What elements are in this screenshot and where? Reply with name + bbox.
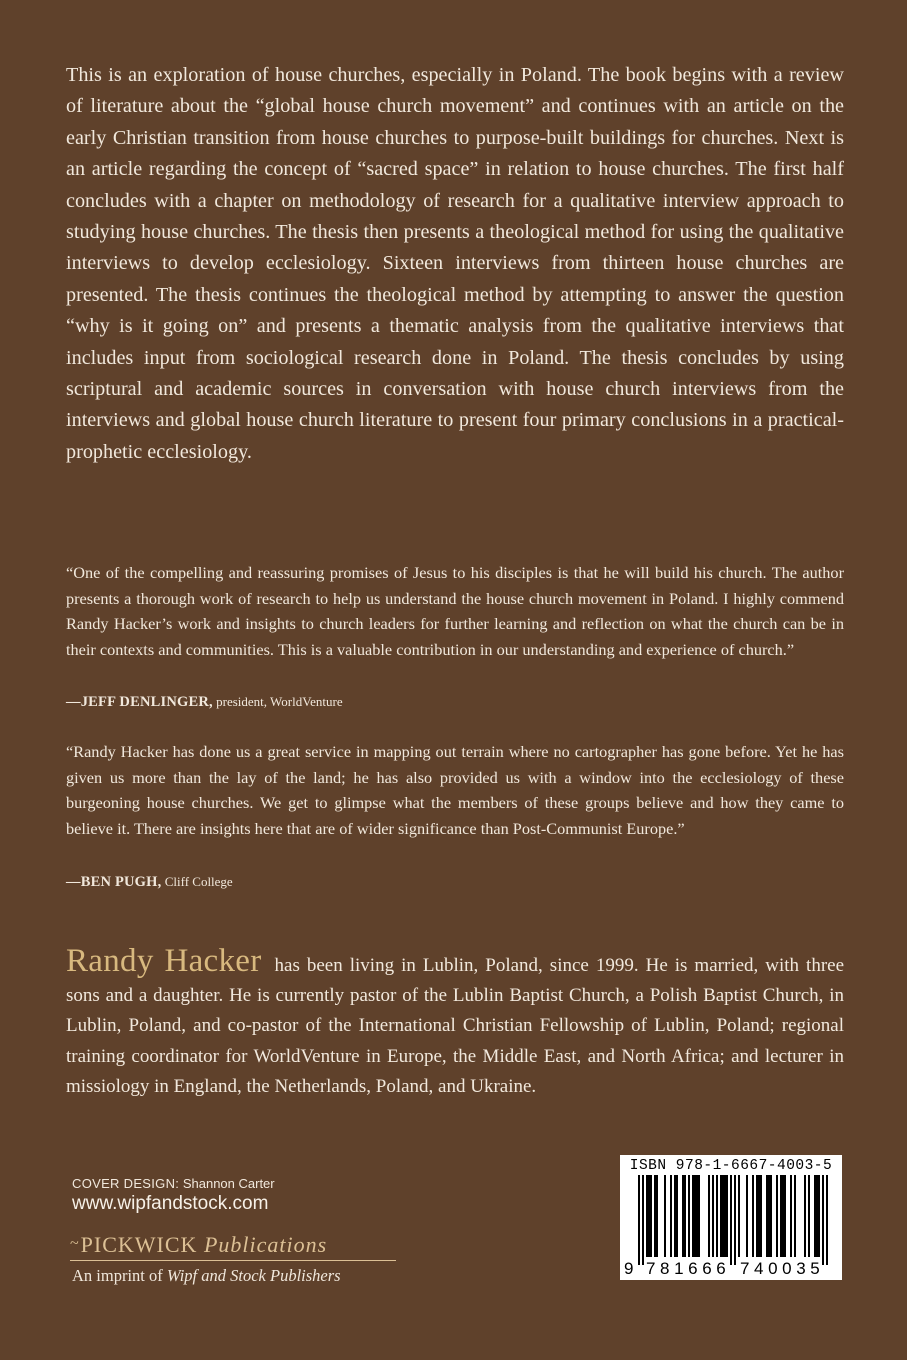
barcode-bar bbox=[784, 1175, 786, 1257]
endorser-role: Cliff College bbox=[164, 874, 233, 889]
endorser-name: —JEFF DENLINGER, bbox=[66, 694, 213, 710]
barcode-bar bbox=[752, 1175, 754, 1257]
barcode-bar bbox=[664, 1175, 666, 1257]
cover-design-credit bbox=[72, 1176, 275, 1191]
author-name: Randy Hacker bbox=[66, 943, 262, 979]
isbn-label: ISBN 978-1-6667-4003-5 bbox=[629, 1158, 833, 1174]
barcode-bar bbox=[822, 1175, 824, 1265]
barcode-bar bbox=[794, 1175, 796, 1257]
barcode-bar bbox=[780, 1175, 782, 1257]
barcode-bar bbox=[814, 1175, 816, 1257]
barcode-bar bbox=[760, 1175, 762, 1257]
barcode-bar bbox=[804, 1175, 806, 1257]
barcode-bar bbox=[782, 1175, 784, 1257]
endorser-name: —BEN PUGH, bbox=[66, 874, 162, 890]
barcode-bar bbox=[698, 1175, 700, 1257]
barcode-digits-right: 740035 bbox=[740, 1259, 825, 1278]
barcode-bar bbox=[654, 1175, 656, 1257]
imprint-prefix: An imprint of bbox=[72, 1266, 163, 1285]
barcode-bar bbox=[638, 1175, 640, 1265]
endorsement-attribution bbox=[66, 873, 233, 891]
cover-designer-name: Shannon Carter bbox=[182, 1176, 275, 1191]
barcode-bar bbox=[766, 1175, 768, 1257]
barcode-bar bbox=[656, 1175, 658, 1257]
isbn-barcode bbox=[620, 1155, 842, 1280]
barcode-bar bbox=[682, 1175, 684, 1257]
barcode-bar bbox=[692, 1175, 694, 1257]
blurb-paragraph: This is an exploration of house churches, especially in Poland. The book begins with a review of literature about the “global house church movement” and continues with an article on the early Christian transition from house churches to purpose-built buildings for churches. Next is an article regarding the concept of “sacred space” in relation to house churches. The first half concludes with a chapter on methodology of research for a qualitative interview approach to studying house churches. The thesis then presents a theological method for using the qualitative interviews to develop ecclesiology. Sixteen interviews from thirteen house churches are presented. The thesis continues the theological method by attempting to answer the question “why is it going on” and presents a thematic analysis from the qualitative interviews that includes input from sociological research done in Poland. The thesis concludes by using scriptural and academic sources in conversation with house church interviews from the interviews and global house church literature to present four primary conclusions in a practical-prophetic ecclesiology. bbox=[66, 64, 844, 463]
barcode-bar bbox=[726, 1175, 728, 1257]
barcode-bar bbox=[758, 1175, 760, 1257]
barcode-bar bbox=[720, 1175, 722, 1257]
barcode-bar bbox=[816, 1175, 818, 1257]
barcode-bar bbox=[646, 1175, 648, 1257]
barcode-bar bbox=[790, 1175, 792, 1257]
endorsement-quote: “Randy Hacker has done us a great service in mapping out terrain where no cartographer has gone before. Yet he has given us more than the lay of the land; he has also provided us with a window into the ecclesiology of these burgeoning house churches. We get to glimpse what the members of these groups believe and how they came to believe it. There are insights here that are of wider significance than Post-Communist Europe.” bbox=[66, 742, 844, 838]
imprint-publisher: Wipf and Stock Publishers bbox=[166, 1266, 341, 1285]
imprint-line bbox=[72, 1266, 341, 1286]
barcode-bar bbox=[676, 1175, 678, 1257]
barcode-bar bbox=[716, 1175, 718, 1257]
barcode-bar bbox=[712, 1175, 714, 1257]
barcode-digit-lead: 9 bbox=[624, 1259, 634, 1278]
barcode-bar bbox=[648, 1175, 650, 1257]
barcode-digits-left: 781666 bbox=[646, 1259, 731, 1278]
barcode-bar bbox=[746, 1175, 748, 1257]
endorser-role: president, WorldVenture bbox=[216, 694, 343, 709]
barcode-bar bbox=[642, 1175, 644, 1265]
publisher-logo bbox=[70, 1232, 327, 1258]
publisher-swirl-icon: ~ bbox=[70, 1235, 80, 1252]
endorsement-attribution bbox=[66, 693, 343, 711]
cover-design-label: COVER DESIGN: bbox=[72, 1176, 180, 1191]
barcode-bar bbox=[694, 1175, 696, 1257]
publisher-suffix: Publications bbox=[203, 1232, 328, 1257]
barcode-bar bbox=[808, 1175, 810, 1257]
author-bio-text: has been living in Lublin, Poland, since 1999. He is married, with three sons and a daughter. He is currently pastor of the Lublin Baptist Church, a Polish Baptist Church, in Lublin, Poland, and co-pastor of the International Christian Fellowship of Lublin, Poland; regional training coordinator for WorldVenture in Europe, the Middle East, and North Africa; and lecturer in missiology in England, the Netherlands, Poland, and Ukraine. bbox=[66, 955, 845, 1097]
barcode-bar bbox=[670, 1175, 672, 1257]
publisher-name: PICKWICK bbox=[80, 1232, 198, 1257]
barcode-bar bbox=[768, 1175, 770, 1257]
barcode-bar bbox=[776, 1175, 778, 1257]
barcode-bar bbox=[770, 1175, 772, 1257]
barcode-bar bbox=[756, 1175, 758, 1257]
barcode-bar bbox=[708, 1175, 710, 1257]
barcode-bar bbox=[730, 1175, 732, 1265]
endorsement-quote: “One of the compelling and reassuring promises of Jesus to his disciples is that he will build his church. The author presents a thorough work of research to help us understand the house church movement in Poland. I highly commend Randy Hacker’s work and insights to church leaders for further learning and reflection on what the church can be in their contexts and communities. This is a valuable contribution in our understanding and experience of church.” bbox=[66, 563, 844, 659]
barcode-bar bbox=[818, 1175, 820, 1257]
publisher-divider bbox=[70, 1260, 396, 1261]
barcode-bar bbox=[722, 1175, 724, 1257]
barcode-bar bbox=[734, 1175, 736, 1265]
barcode-bar bbox=[696, 1175, 698, 1257]
barcode-bar bbox=[650, 1175, 652, 1257]
barcode-bar bbox=[724, 1175, 726, 1257]
barcode-bar bbox=[684, 1175, 686, 1257]
barcode-bar bbox=[738, 1175, 740, 1257]
barcode-bar bbox=[826, 1175, 828, 1265]
publisher-website: www.wipfandstock.com bbox=[72, 1193, 269, 1214]
barcode-bar bbox=[688, 1175, 690, 1257]
author-bio bbox=[66, 943, 845, 1102]
barcode-bar bbox=[674, 1175, 676, 1257]
